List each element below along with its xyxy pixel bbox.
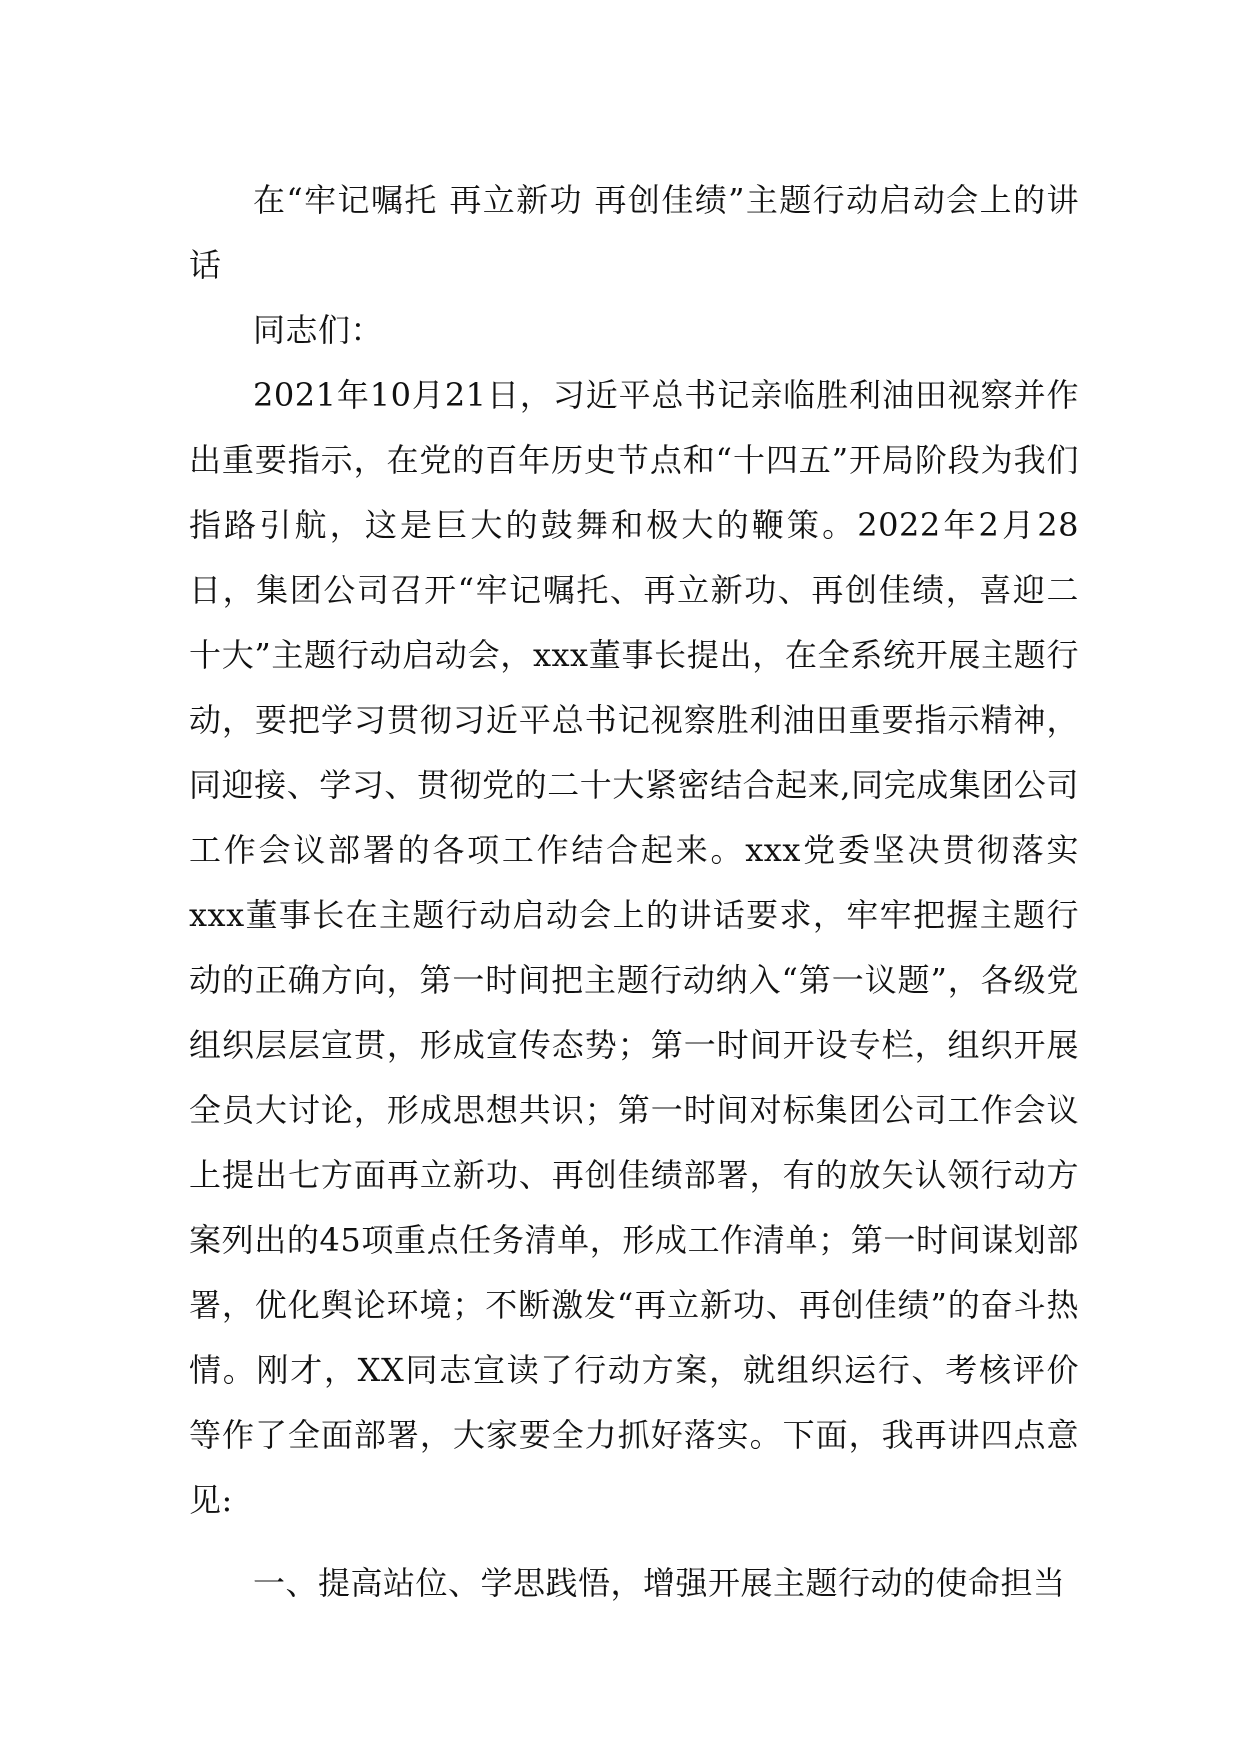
body-paragraph: 2021年10月21日，习近平总书记亲临胜利油田视察并作出重要指示，在党的百年历史节点和“十四五”开局阶段为我们指路引航，这是巨大的鼓舞和极大的鞭策。2022年2月28日，集团公司召开“牢记嘱托、再立新功、再创佳绩，喜迎二十大”主题行动启动会，xxx董事长提出，在全系统开展主题行动，要把学习贯彻习近平总书记视察胜利油田重要指示精神，同迎接、学习、贯彻党的二十大紧密结合起来,同完成集团公司工作会议部署的各项工作结合起来。xxx党委坚决贯彻落实xxx董事长在主题行动启动会上的讲话要求，牢牢把握主题行动的正确方向，第一时间把主题行动纳入“第一议题”，各级党组织层层宣贯，形成宣传态势；第一时间开设专栏，组织开展全员大讨论，形成思想共识；第一时间对标集团公司工作会议上提出七方面再立新功、再创佳绩部署，有的放矢认领行动方案列出的45项重点任务清单，形成工作清单；第一时间谋划部署，优化舆论环境；不断激发“再立新功、再创佳绩”的奋斗热情。刚才，XX同志宣读了行动方案，就组织运行、考核评价等作了全面部署，大家要全力抓好落实。下面，我再讲四点意见: [189, 376, 1079, 1519]
section-heading: 一、提高站位、学思践悟，增强开展主题行动的使命担当 [253, 1564, 1066, 1602]
document-body [189, 168, 1079, 1616]
salutation: 同志们： [253, 311, 384, 349]
document-title: 在“牢记嘱托 再立新功 再创佳绩”主题行动启动会上的讲话 [189, 181, 1079, 284]
